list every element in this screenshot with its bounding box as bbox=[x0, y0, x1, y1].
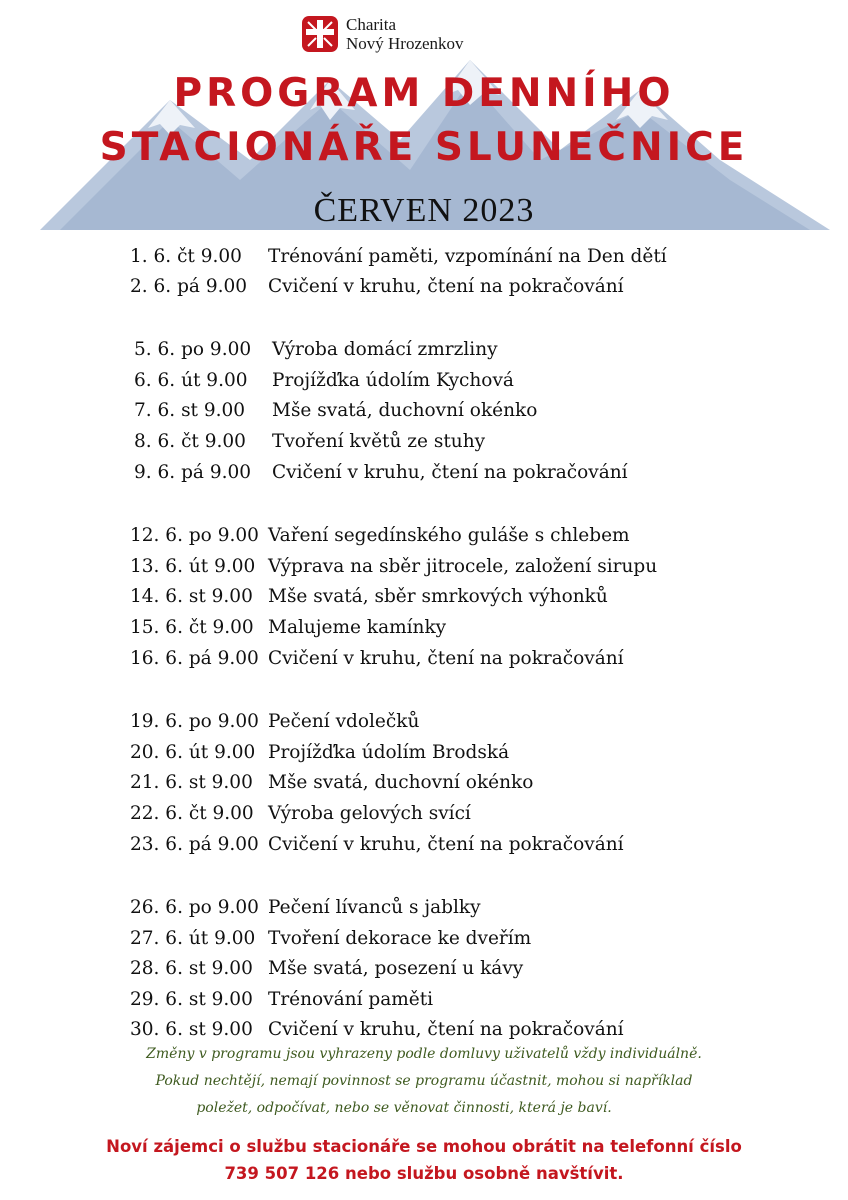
contact-line-2: 739 507 126 nebo službu osobně navštívit. bbox=[224, 1164, 624, 1183]
schedule-row bbox=[130, 737, 509, 768]
schedule-activity: Mše svatá, duchovní okénko bbox=[268, 772, 534, 793]
schedule-row bbox=[130, 1014, 624, 1045]
schedule-row bbox=[134, 334, 498, 365]
schedule-activity: Výprava na sběr jitrocele, založení sirupu bbox=[268, 556, 658, 577]
schedule-row bbox=[130, 767, 533, 798]
logo-line-2: Nový Hrozenkov bbox=[346, 34, 464, 53]
schedule-row bbox=[134, 426, 485, 457]
schedule-row bbox=[130, 892, 481, 923]
schedule-date: 15. 6. čt 9.00 bbox=[130, 617, 254, 638]
page-title-line-2: STACIONÁŘE SLUNEČNICE bbox=[99, 125, 749, 170]
schedule-activity: Výroba gelových svící bbox=[268, 803, 471, 824]
schedule-date: 12. 6. po 9.00 bbox=[130, 525, 259, 546]
schedule-activity: Pečení vdolečků bbox=[268, 711, 420, 732]
schedule-date: 19. 6. po 9.00 bbox=[130, 711, 259, 732]
schedule-activity: Cvičení v kruhu, čtení na pokračování bbox=[272, 462, 628, 483]
schedule-row bbox=[130, 271, 624, 302]
note-line-1: Změny v programu jsou vyhrazeny podle domluvy uživatelů vždy individuálně. bbox=[146, 1046, 702, 1062]
schedule-date: 5. 6. po 9.00 bbox=[134, 339, 252, 360]
schedule-activity: Malujeme kamínky bbox=[268, 617, 447, 638]
month-heading: ČERVEN 2023 bbox=[313, 192, 535, 229]
schedule-row bbox=[130, 520, 630, 551]
schedule-row bbox=[130, 798, 471, 829]
schedule-date: 29. 6. st 9.00 bbox=[130, 989, 253, 1010]
schedule-date: 27. 6. út 9.00 bbox=[130, 928, 256, 949]
schedule-activity: Výroba domácí zmrzliny bbox=[272, 339, 498, 360]
schedule-row bbox=[130, 829, 624, 860]
schedule-date: 14. 6. st 9.00 bbox=[130, 586, 253, 607]
schedule-date: 2. 6. pá 9.00 bbox=[130, 276, 248, 297]
schedule-activity: Mše svatá, duchovní okénko bbox=[272, 400, 538, 421]
schedule-row bbox=[134, 457, 628, 488]
logo-line-1: Charita bbox=[346, 15, 397, 34]
schedule-date: 20. 6. út 9.00 bbox=[130, 742, 256, 763]
schedule-activity: Mše svatá, sběr smrkových výhonků bbox=[268, 586, 608, 607]
schedule-activity: Trénování paměti, vzpomínání na Den dětí bbox=[268, 246, 667, 267]
schedule-activity: Pečení lívanců s jablky bbox=[268, 897, 481, 918]
schedule-row bbox=[130, 923, 531, 954]
schedule-date: 26. 6. po 9.00 bbox=[130, 897, 259, 918]
schedule-date: 16. 6. pá 9.00 bbox=[130, 648, 259, 669]
schedule-row bbox=[134, 395, 537, 426]
schedule-activity: Vaření segedínského guláše s chlebem bbox=[268, 525, 630, 546]
schedule-date: 9. 6. pá 9.00 bbox=[134, 462, 252, 483]
schedule-row bbox=[130, 643, 624, 674]
schedule-date: 22. 6. čt 9.00 bbox=[130, 803, 254, 824]
schedule-date: 1. 6. čt 9.00 bbox=[130, 246, 242, 267]
schedule-date: 28. 6. st 9.00 bbox=[130, 958, 253, 979]
schedule-activity: Projížďka údolím Kychová bbox=[272, 370, 514, 391]
schedule-row bbox=[130, 984, 433, 1015]
schedule-activity: Mše svatá, posezení u kávy bbox=[268, 958, 524, 979]
schedule-date: 7. 6. st 9.00 bbox=[134, 400, 246, 421]
contact-line-1: Noví zájemci o službu stacionáře se mohou obrátit na telefonní číslo bbox=[106, 1137, 742, 1156]
schedule-date: 13. 6. út 9.00 bbox=[130, 556, 256, 577]
schedule-row bbox=[130, 612, 446, 643]
note-line-2: Pokud nechtějí, nemají povinnost se programu účastnit, mohou si například bbox=[155, 1073, 693, 1089]
schedule-activity: Trénování paměti bbox=[268, 989, 434, 1010]
schedule-row bbox=[130, 581, 608, 612]
schedule-activity: Tvoření dekorace ke dveřím bbox=[268, 928, 532, 949]
schedule-date: 21. 6. st 9.00 bbox=[130, 772, 253, 793]
schedule-date: 23. 6. pá 9.00 bbox=[130, 834, 259, 855]
schedule-date: 6. 6. út 9.00 bbox=[134, 370, 248, 391]
schedule-date: 30. 6. st 9.00 bbox=[130, 1019, 253, 1040]
schedule-row bbox=[130, 551, 657, 582]
schedule-activity: Cvičení v kruhu, čtení na pokračování bbox=[268, 276, 624, 297]
schedule-row bbox=[130, 241, 667, 272]
page-title-line-1: PROGRAM DENNÍHO bbox=[173, 71, 675, 116]
schedule-activity: Projížďka údolím Brodská bbox=[268, 742, 510, 763]
schedule-activity: Cvičení v kruhu, čtení na pokračování bbox=[268, 648, 624, 669]
schedule-activity: Cvičení v kruhu, čtení na pokračování bbox=[268, 1019, 624, 1040]
note-line-3: poležet, odpočívat, nebo se věnovat činnosti, která je baví. bbox=[196, 1100, 612, 1116]
charita-logo bbox=[300, 14, 464, 54]
schedule-date: 8. 6. čt 9.00 bbox=[134, 431, 246, 452]
schedule-activity: Cvičení v kruhu, čtení na pokračování bbox=[268, 834, 624, 855]
schedule-row bbox=[130, 953, 523, 984]
schedule-row bbox=[134, 365, 514, 396]
charita-cross-icon bbox=[300, 14, 340, 54]
schedule-row bbox=[130, 706, 419, 737]
schedule-activity: Tvoření květů ze stuhy bbox=[272, 431, 486, 452]
